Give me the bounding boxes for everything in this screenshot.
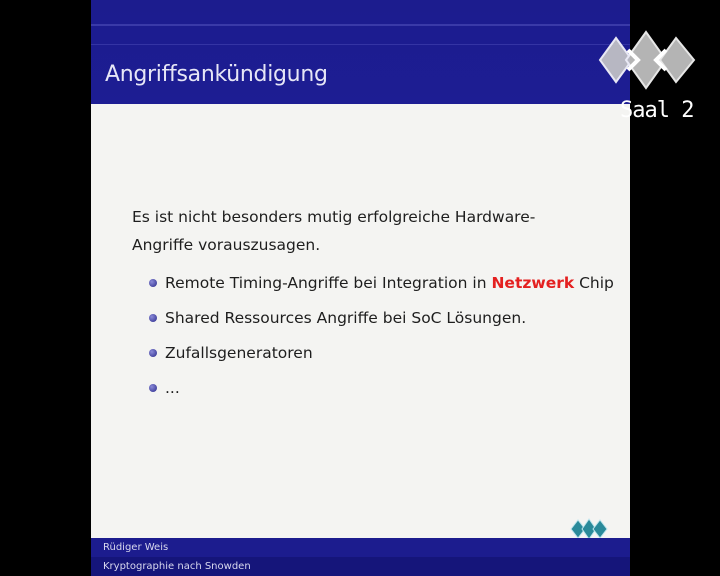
footer-talk-text: Kryptographie nach Snowden bbox=[103, 561, 251, 572]
bullet-icon bbox=[149, 314, 157, 322]
bullet-text: Zufallsgeneratoren bbox=[165, 344, 313, 362]
header-divider bbox=[91, 24, 630, 26]
channel-logo-icon bbox=[598, 26, 698, 94]
header-divider bbox=[91, 44, 630, 45]
bullet-text: Remote Timing-Angriffe bei Integration in bbox=[165, 274, 492, 292]
highlighted-word: Netzwerk bbox=[491, 274, 575, 292]
slide-title: Angriffsankündigung bbox=[105, 62, 328, 87]
bullet-icon bbox=[149, 349, 157, 357]
bullet-icon bbox=[149, 384, 157, 392]
bullet-item bbox=[149, 338, 614, 373]
slide-intro-text: Es ist nicht besonders mutig erfolgreiche Hardware-Angriffe vorauszusagen. bbox=[132, 208, 536, 254]
bullet-text: ... bbox=[165, 379, 180, 397]
footer-author-text: Rüdiger Weis bbox=[103, 542, 169, 553]
bullet-icon bbox=[149, 279, 157, 287]
bullet-text: Chip bbox=[574, 274, 614, 292]
bullet-item bbox=[149, 373, 614, 408]
bullet-list bbox=[149, 268, 614, 408]
bullet-item bbox=[149, 303, 614, 338]
bullet-text: Shared Ressources Angriffe bei SoC Lösungen. bbox=[165, 309, 527, 327]
slide-footer-author bbox=[91, 538, 630, 557]
slide-header-band bbox=[91, 0, 630, 104]
presentation-slide bbox=[91, 0, 630, 576]
bullet-item bbox=[149, 268, 614, 303]
room-label: Saal 2 bbox=[620, 98, 694, 123]
slide-footer-talk bbox=[91, 557, 630, 576]
